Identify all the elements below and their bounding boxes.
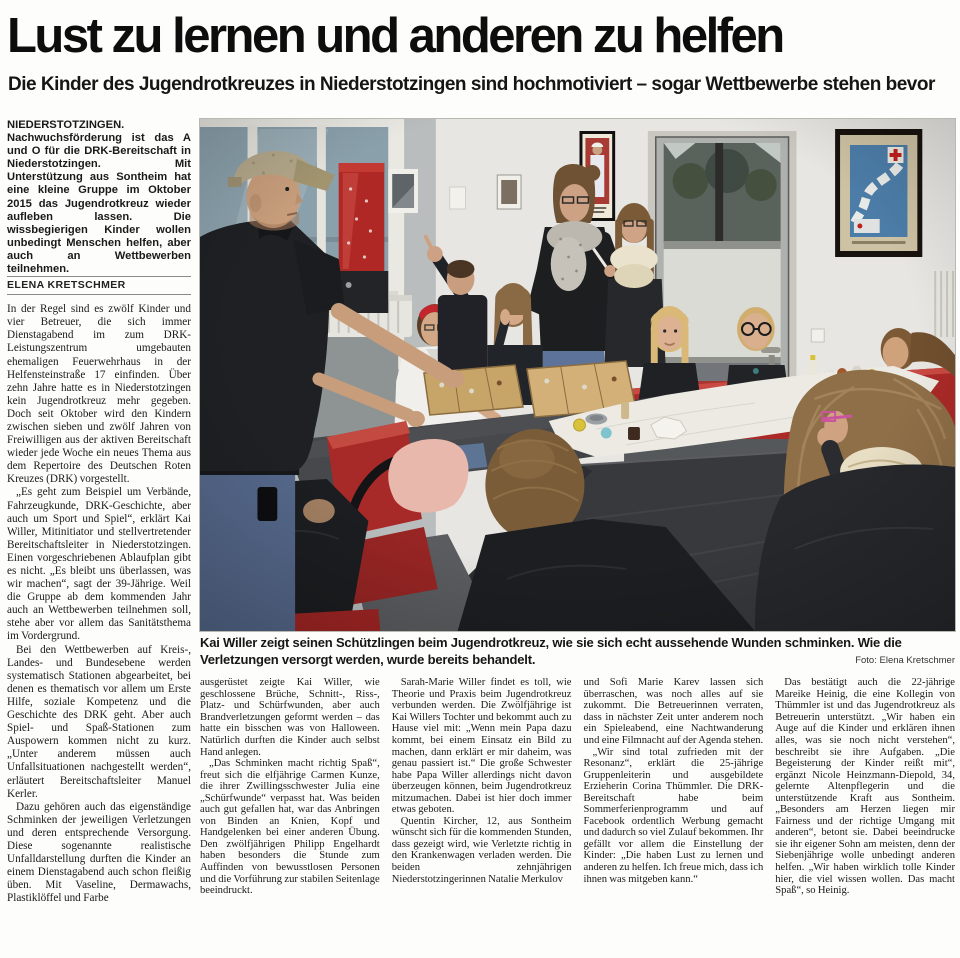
article-paragraph: In der Regel sind es zwölf Kinder und vier Betreuer, die sich immer Dienstagabend im zum DRK-Leistungszentrum umgebauten ehemaligen Feuerwehrhaus in der Helfensteinstraße 17 einfinden. Über zehn Jahre hatte es in Niederstotzingen kein Jugendrotkreuz mehr gegeben. Doch seit Oktober wird den Kindern zwischen sieben und zwölf Jahren von Freiwilligen aus der aktiven Bereitschaft wieder jede Woche ein neues Thema aus dem Repertoire des Deutschen Roten Kreuzes (DRK) vorgestellt.	[7, 303, 191, 486]
photo-credit: Foto: Elena Kretschmer	[855, 655, 955, 667]
article-column-5	[775, 677, 955, 958]
article-paragraph: und Sofi Marie Karev lassen sich überraschen, was noch alles auf sie zukommt. Die Betreuerinnen verraten, dass in nächster Zeit unter anderem noch ein Spieleabend, eine Nachtwanderung und eine Filmnacht auf der Agenda stehen.	[583, 677, 764, 746]
article-paragraph: Sarah-Marie Willer findet es toll, wie Theorie und Praxis beim Jugendrotkreuz verbunden werden. Die Zwölfjährige ist Kai Willers Tochter und bekommt auch zu Hause viel mit: „Wenn mein Papa dazu kommt, bei einem Einsatz ein Bild zu machen, dann erklärt er mir daheim, was genau passiert ist.“ Die große Schwester habe Papa Willer allerdings nicht davon überzeugen können, beim Jugendrotkreuz mitzumachen. Dabei ist hier doch immer etwas geboten.	[391, 677, 572, 816]
photo-caption	[200, 635, 955, 668]
article-paragraph: Quentin Kircher, 12, aus Sontheim wünscht sich für die kommenden Stunden, dass gezeigt wird, wie Verletzte richtig in den Krankenwagen verladen werden. Die beiden zehnjährigen Niederstotzingerinnen Natalie Merkulov	[391, 815, 572, 885]
article-paragraph: „Das Schminken macht richtig Spaß“, freut sich die elfjährige Carmen Kunze, die ihrer Zwillingsschwester Julia eine „Schürfwunde“ verpasst hat. Was beiden auch gut gefallen hat, war das Anbringen von Binden an Knien, Kopf und Handgelenken bei einer anderen Übung. Den zwölfjährigen Philipp Engelhardt haben besonders die Stunde zum Auffinden von bewusstlosen Personen und die Vorführung zur stabilen Seitenlage beeindruckt.	[200, 758, 380, 897]
article-column-2	[200, 677, 380, 958]
article-photo	[200, 119, 955, 631]
article-lead: NIEDERSTOTZINGEN. Nachwuchsförderung ist das A und O für die DRK-Bereitschaft in Niederstotzingen. Mit Unterstützung aus Sontheim hat eine kleine Gruppe im Oktober 2015 das Jugendrotkreuz wieder aufleben lassen. Die wissbegierigen Kinder wollen unbedingt Menschen helfen, aber auch an Wettbewerben teilnehmen.	[7, 119, 191, 276]
article-header	[7, 9, 953, 96]
article-paragraph: Das bestätigt auch die 22-jährige Mareike Heinig, die eine Kollegin von Thümmler ist und das Jugendrotkreuz als Betreuerin unterstützt. „Wir haben ein Auge auf die Kinder und erklären ihnen alles, was sie noch nicht verstehen“, beschreibt sie ihre Aufgaben. „Die Begeisterung der Kinder reißt mit“, ergänzt Nicole Heinzmann-Diepold, 34, gelernte Altenpflegerin und die unterstützende Kraft aus Sontheim. „Besonders am Herzen liegen mir Fairness und der richtige Umgang mit anderen“, betont sie. Dabei beeindrucke sie ihr eigener Sohn am meisten, denn der Siebenjährige wolle unbedingt anderen helfen. „Wir haben wirklich tolle Kinder hier, die viel wissen wollen. Das macht Spaß“, so Heinig.	[775, 677, 955, 897]
article-main-column	[200, 119, 955, 958]
article-left-column	[7, 119, 191, 958]
photo-caption-text: Kai Willer zeigt seinen Schützlingen beim Jugendrotkreuz, wie sie sich echt aussehende Wunden schminken. Wie die Verletzungen versorgt werden, wurde bereits behandelt.	[200, 635, 902, 667]
article-column-4	[584, 677, 764, 958]
article-content	[7, 119, 955, 958]
article-subheadline: Die Kinder des Jugendrotkreuzes in Niederstotzingen sind hochmotiviert – sogar Wettbewerbe stehen bevor	[8, 73, 935, 95]
photo-vignette	[200, 119, 955, 631]
article-paragraph: Dazu gehören auch das eigenständige Schminken der jeweiligen Verletzungen und deren entsprechende Versorgung. Diese sogenannte realistische Unfalldarstellung durften die Kinder an einem Dienstagabend auch schon fleißig üben. Mit Vaseline, Dermawachs, Plastiklöffel und Farbe	[7, 800, 191, 905]
article-photo-illustration	[200, 119, 955, 631]
article-paragraph: „Wir sind total zufrieden mit der Resonanz“, erklärt die 25-jährige Gruppenleiterin und ausgebildete Erzieherin Corina Thümmler. Die DRK-Bereitschaft habe beim Sommerferienprogramm und auf Facebook ordentlich Werbung gemacht und dadurch so viel Zulauf bekommen. Ihr gefällt vor allem die Einstellung der Kinder: „Die haben Lust zu lernen und anderen zu helfen. Ich freue mich, dass ich ihnen was mitgeben kann.“	[583, 746, 764, 885]
article-bottom-columns	[200, 677, 955, 958]
article-paragraph: Bei den Wettbewerben auf Kreis-, Landes- und Bundesebene werden systematisch Stationen abgearbeitet, bei denen es thematisch vor allem um Erste Hilfe, soziale Kompetenz und die Geschichte des DRK geht. Aber auch Spiel- und Spaß-Stationen zum Auspowern kommen nicht zu kurz. „Unter anderem müssen auch Unfallsituationen nachgestellt werden“, erläutert Bereitschaftsleiter Manuel Kerler.	[7, 643, 191, 800]
article-figure	[200, 119, 955, 668]
article-paragraph: „Es geht zum Beispiel um Verbände, Fahrzeugkunde, DRK-Geschichte, aber auch um Sport und Spiel“, erklärt Kai Willer, Mitinitiator und stellvertretender Bereitschaftsleiter in Niederstotzingen. Einen vorgeschriebenen Ablaufplan gibt es nicht. „Es bleibt uns überlassen, was wir machen“, sagt der 39-Jährige. Weil die Gruppe ab dem kommenden Jahr auch an Wettbewerben teilnehmen soll, stehe aber vor allem das Sanitätsthema im Vordergrund.	[7, 486, 191, 643]
byline: ELENA KRETSCHMER	[7, 276, 191, 295]
article-column-3	[392, 677, 572, 958]
page-title: Lust zu lernen und anderen zu helfen	[7, 9, 783, 63]
article-paragraph: ausgerüstet zeigte Kai Willer, wie geschlossene Brüche, Schnitt-, Riss-, Platz- und Schürfwunden, aber auch Brandverletzungen geformt werden – das hatte ein bisschen was von Halloween. Natürlich durften die Kinder auch selbst Hand anlegen.	[200, 677, 380, 758]
